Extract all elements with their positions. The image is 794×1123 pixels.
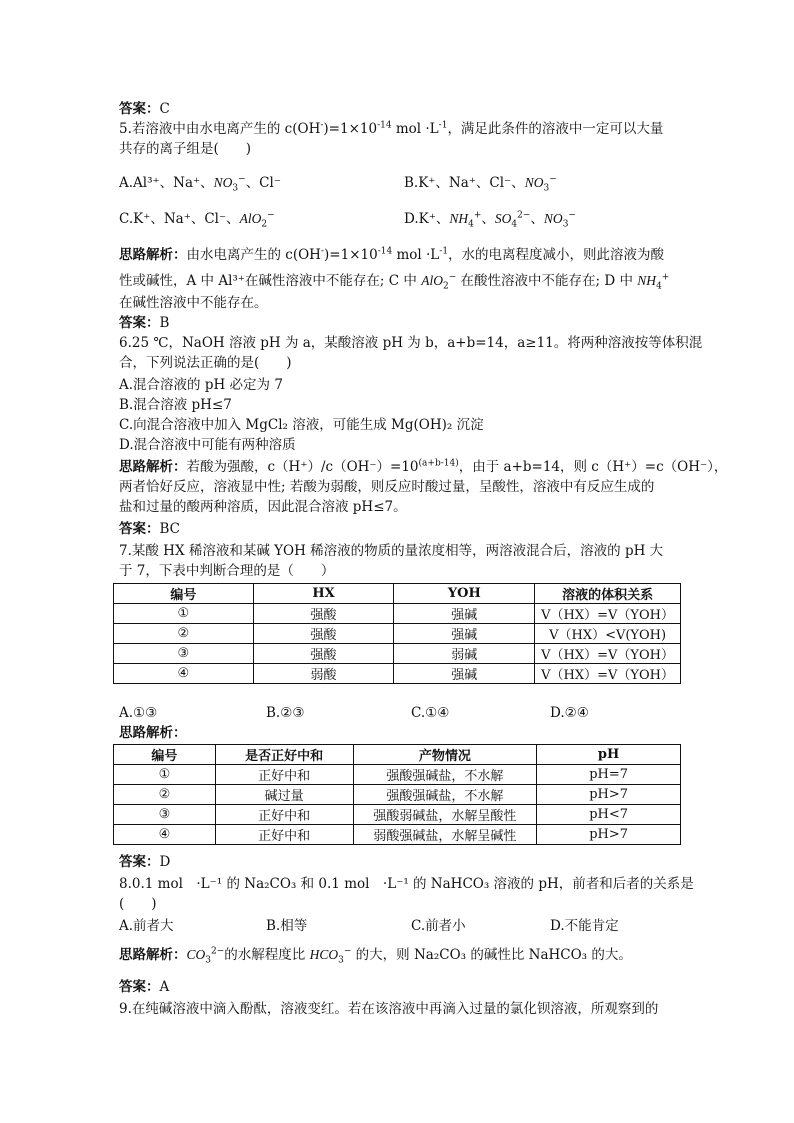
table-header-row: 编号 是否正好中和 产物情况 pH — [114, 745, 681, 765]
q5-explanation-line3: 在碱性溶液中不能存在。 — [119, 295, 268, 311]
q6-option-d: D.混合溶液中可能有两种溶质 — [119, 437, 296, 453]
q6-explanation-line1: 思路解析：若酸为强酸，$c(H^+)/c(OH^-)=10^{(a+b-14)}$，由于 a+b=14，则 c（H⁺）=c（OH⁻）， — [119, 458, 728, 475]
q6-answer: 答案：BC — [119, 521, 181, 537]
table-row: ② 强酸 强碱 V（HX）<V(YOH) — [114, 624, 681, 644]
q5-explanation-line1: 思路解析：由水电离产生的 $c(OH^-)=1\times 10^{-14}$ mol $\cdot L^{-1}$，水的电离程度减小，则此溶液为酸 — [119, 246, 665, 263]
q8-option-b: B.相等 — [266, 918, 308, 934]
q8-option-d: D.不能肯定 — [550, 918, 619, 934]
q5-explanation-line2: 性或碱性，A 中 Al³⁺在碱性溶液中不能存在; C 中 AlO$_2$− 在酸性溶液中不能存在; D 中 $NH_4^+$ — [119, 272, 670, 292]
table-row: ③ 强酸 弱碱 V（HX）=V（YOH） — [114, 644, 681, 664]
q6-explanation-line2: 两者恰好反应，溶液显中性; 若酸为弱酸，则反应时酸过量，呈酸性，溶液中有反应生成的 — [119, 479, 655, 495]
q5-answer: 答案：B — [119, 315, 170, 331]
q8-option-a: A.前者大 — [119, 918, 174, 934]
q5-option-d: D.K⁺、$NH_4^+$、$SO_4^{2-}$、$NO_3^-$ — [404, 210, 576, 230]
q6-stem-line2: 合，下列说法正确的是( ) — [119, 355, 292, 371]
q5-option-a: A.Al³⁺、Na⁺、$NO_3^-$、Cl⁻ — [119, 174, 281, 194]
q6-stem-line1: 6.25 ℃，NaOH 溶液 pH 为 a，某酸溶液 pH 为 b，a+b=14，a≥11。将两种溶液按等体积混 — [119, 335, 703, 351]
q7-options-table — [113, 583, 681, 684]
table-row: ① 强酸 强碱 V（HX）=V（YOH） — [114, 604, 681, 624]
q8-option-c: C.前者小 — [411, 918, 466, 934]
q6-explanation-line3: 盐和过量的酸两种溶质，因此混合溶液 pH≤7。 — [119, 499, 407, 515]
q8-answer: 答案：A — [119, 979, 170, 995]
table-row: ② 碱过量 强酸强碱盐，不水解 pH>7 — [114, 785, 681, 805]
q8-stem-line1: 8.0.1 mol ·L⁻¹ 的 Na₂CO₃ 和 0.1 mol ·L⁻¹ 的 NaHCO₃ 溶液的 pH，前者和后者的关系是 — [119, 876, 694, 892]
q5-stem-line1: 5.若溶液中由水电离产生的 $c(OH^-)=1\times 10^{-14}$ mol $\cdot L^{-1}$，满足此条件的溶液中一定可以大量 — [119, 120, 664, 137]
q5-option-b: B.K⁺、Na⁺、Cl⁻、$NO_3^-$ — [404, 174, 557, 194]
q7-explanation-table — [113, 744, 681, 845]
q6-option-b: B.混合溶液 pH≤7 — [119, 397, 232, 413]
q7-option-c: C.①④ — [411, 705, 450, 721]
table-header-row: 编号 HX YOH 溶液的体积关系 — [114, 584, 681, 604]
q6-option-a: A.混合溶液的 pH 必定为 7 — [119, 377, 283, 393]
table-row: ④ 弱酸 强碱 V（HX）=V（YOH） — [114, 664, 681, 684]
answer-line: 答案：C — [119, 101, 170, 117]
q8-explanation: 思路解析：$CO_3^{2-}$的水解程度比 $HCO_3^-$ 的大，则 Na₂CO₃ 的碱性比 NaHCO₃ 的大。 — [119, 946, 632, 966]
q7-option-b: B.②③ — [266, 705, 305, 721]
q7-explanation-label: 思路解析： — [119, 725, 187, 741]
q7-answer: 答案：D — [119, 854, 171, 870]
q9-stem-line1: 9.在纯碱溶液中滴入酚酞，溶液变红。若在该溶液中再滴入过量的氯化钡溶液，所观察到的 — [119, 1001, 659, 1017]
q7-option-d: D.②④ — [550, 705, 589, 721]
q7-stem-line1: 7.某酸 HX 稀溶液和某碱 YOH 稀溶液的物质的量浓度相等，两溶液混合后，溶液的 pH 大 — [119, 543, 664, 559]
q5-option-c: C.K⁺、Na⁺、Cl⁻、AlO$_2$− — [119, 210, 275, 230]
q7-stem-line2: 于 7，下表中判断合理的是（ ） — [119, 563, 335, 579]
table-row: ③ 正好中和 强酸弱碱盐，水解呈酸性 pH<7 — [114, 805, 681, 825]
q5-stem-line2: 共存的离子组是( ) — [119, 141, 252, 157]
q7-option-a: A.①③ — [119, 705, 158, 721]
q8-stem-line2: ( ) — [119, 896, 157, 912]
q6-option-c: C.向混合溶液中加入 MgCl₂ 溶液，可能生成 Mg(OH)₂ 沉淀 — [119, 417, 484, 433]
table-row: ① 正好中和 强酸强碱盐，不水解 pH=7 — [114, 765, 681, 785]
table-row: ④ 正好中和 弱酸强碱盐，水解呈碱性 pH>7 — [114, 825, 681, 845]
